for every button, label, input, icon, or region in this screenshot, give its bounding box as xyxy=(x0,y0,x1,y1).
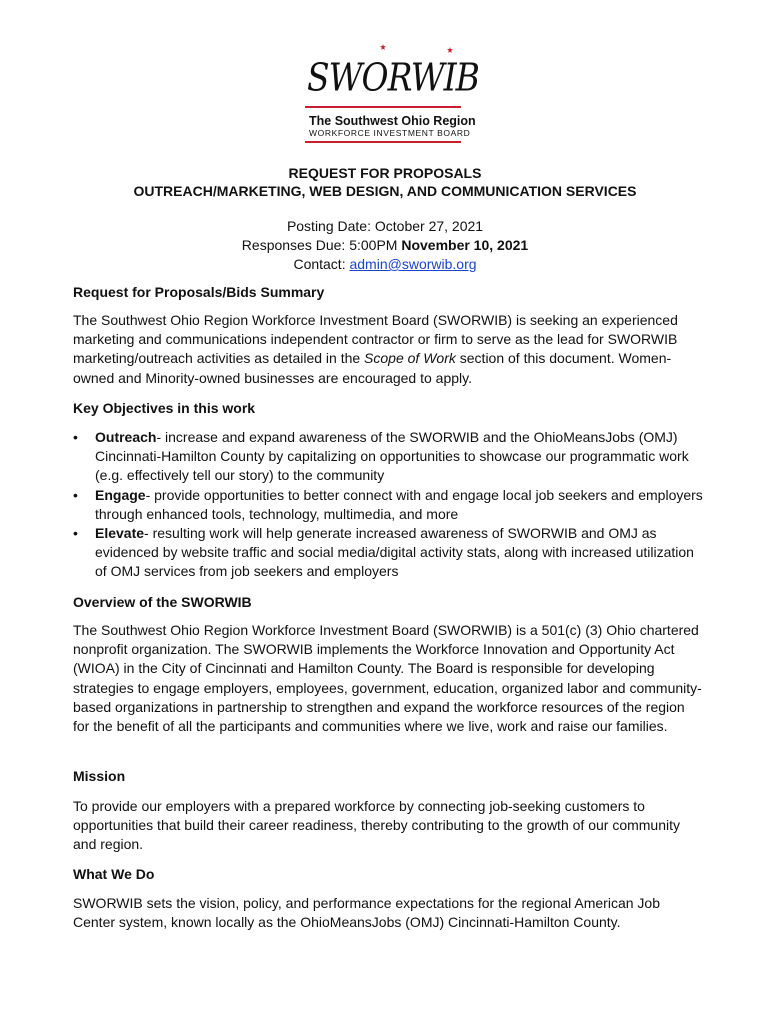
objective-term: Elevate xyxy=(95,525,145,542)
responses-due-date: November 10, 2021 xyxy=(401,237,529,253)
bullet-icon: • xyxy=(73,429,78,445)
what-we-do-heading: What We Do xyxy=(73,866,155,882)
contact-email-link[interactable]: admin@sworwib.org xyxy=(349,256,477,272)
bullet-icon: • xyxy=(73,486,78,503)
what-we-do-section xyxy=(73,894,703,932)
bullet-icon: • xyxy=(73,525,78,542)
responses-due-label: Responses Due: 5:00PM xyxy=(241,237,402,253)
overview-heading: Overview of the SWORWIB xyxy=(73,594,252,610)
logo-organization-name: The Southwest Ohio Region xyxy=(309,114,476,128)
mission-heading: Mission xyxy=(73,768,126,784)
objective-term: Engage xyxy=(95,486,146,503)
objective-term: Outreach xyxy=(95,429,157,445)
contact-label: Contact: xyxy=(293,256,350,272)
summary-heading: Request for Proposals/Bids Summary xyxy=(73,284,325,300)
logo-divider xyxy=(305,106,461,108)
summary-paragraph: The Southwest Ohio Region Workforce Investment Board (SWORWIB) is seeking an experienced marketing and communications independent contractor or firm to serve as the lead for SWORWIB marketing/outreach activities as detailed in the Scope of Work section of this document. Women-owned and Minority-owned businesses are encouraged to apply. xyxy=(73,312,678,386)
objective-text: - provide opportunities to better connect with and engage local job seekers and employers through enhanced tools, technology, multimedia, and more xyxy=(95,486,703,522)
responses-due xyxy=(0,236,770,255)
rfp-title: REQUEST FOR PROPOSALS xyxy=(288,165,482,181)
objective-text: - increase and expand awareness of the SWORWIB and the OhioMeansJobs (OMJ) Cincinnati-Hamilton County by capitalizing on opportunities to showcase our programmatic work (e.g. effectively tell our story) to the community xyxy=(95,429,689,484)
logo-organization-subtitle: WORKFORCE INVESTMENT BOARD xyxy=(309,128,471,138)
star-icon xyxy=(380,44,386,50)
what-we-do-paragraph: SWORWIB sets the vision, policy, and performance expectations for the regional American Job Center system, known locally as the OhioMeansJobs (OMJ) Cincinnati-Hamilton County. xyxy=(73,895,660,931)
logo-wordmark: SWORWIB xyxy=(307,55,479,100)
list-item xyxy=(73,428,703,486)
objective-text: - resulting work will help generate increased awareness of SWORWIB and OMJ as evidenced by website traffic and social media/digital activity stats, along with increased utilization of OMJ services from job seekers and employers xyxy=(95,525,694,580)
posting-date: Posting Date: October 27, 2021 xyxy=(286,218,484,234)
contact-line xyxy=(0,255,770,274)
mission-section xyxy=(73,797,703,855)
list-item xyxy=(73,486,703,524)
logo-divider xyxy=(305,141,461,143)
list-item xyxy=(73,524,703,582)
objectives-list xyxy=(73,428,703,582)
rfp-subtitle: OUTREACH/MARKETING, WEB DESIGN, AND COMMUNICATION SERVICES xyxy=(133,183,637,199)
sworwib-logo xyxy=(305,44,479,144)
star-icon xyxy=(447,47,453,53)
scope-of-work-reference: Scope of Work xyxy=(364,350,456,367)
summary-section xyxy=(73,311,703,388)
overview-paragraph: The Southwest Ohio Region Workforce Investment Board (SWORWIB) is a 501(c) (3) Ohio chartered nonprofit organization. The SWORWIB implements the Workforce Innovation and Opportunity Act (WIOA) in the City of Cincinnati and Hamilton County. The Board is responsible for developing strategies to engage employers, employees, government, education, organized labor and community-based organizations in partnership to strengthen and expand the workforce resources of the region for the benefit of all the participants and communities where we live, work and raise our families. xyxy=(73,622,702,735)
objectives-section xyxy=(73,428,703,582)
mission-paragraph: To provide our employers with a prepared workforce by connecting job-seeking customers to opportunities that build their career readiness, thereby contributing to the growth of our community and region. xyxy=(73,798,680,853)
overview-section xyxy=(73,621,703,736)
objectives-heading: Key Objectives in this work xyxy=(73,400,256,416)
